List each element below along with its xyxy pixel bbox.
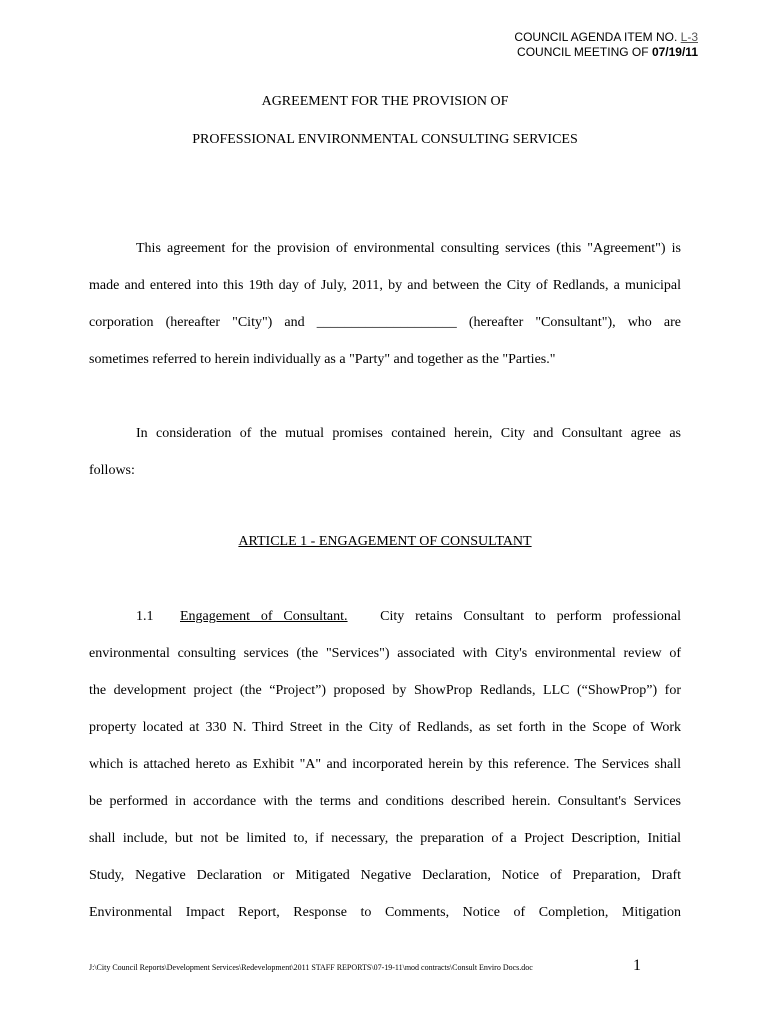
recital-line-1: This agreement for the provision of environmental consulting services (this "Agreement") is [136,241,681,256]
section-1-1-line-4: property located at 330 N. Third Street in the City of Redlands, as set forth in the Scope of Work [89,720,681,735]
section-line-1-text: City retains Consultant to perform professional [380,609,682,624]
section-title: Engagement of Consultant. [180,609,348,624]
title-line-1: AGREEMENT FOR THE PROVISION OF [261,94,509,109]
recital-paragraph [89,230,681,378]
consideration-line-2: follows: [89,463,135,478]
meeting-date-line [514,45,698,60]
section-1-1 [89,598,681,931]
section-1-1-line-2: environmental consulting services (the "Services") associated with City's environmental review of [89,646,681,661]
meeting-prefix: COUNCIL MEETING OF [517,45,652,59]
section-1-1-line-8: Study, Negative Declaration or Mitigated Negative Declaration, Notice of Preparation, Draft [89,868,681,883]
recital-line-2: made and entered into this 19th day of July, 2011, by and between the City of Redlands, a municipal [89,278,681,293]
section-1-1-line-6: be performed in accordance with the terms and conditions described herein. Consultant's Services [89,794,681,809]
agenda-item-prefix: COUNCIL AGENDA ITEM NO. [514,30,681,44]
section-1-1-line-1 [89,598,681,635]
page-number: 1 [633,957,641,974]
section-1-1-line-5: which is attached hereto as Exhibit "A" and incorporated herein by this reference. The Services shall [89,757,681,772]
recital-line-3: corporation (hereafter "City") and ____________________ (hereafter "Consultant"), who are [89,315,681,330]
footer-file-path: J:\City Council Reports\Development Services\Redevelopment\2011 STAFF REPORTS\07-19-11\mod contracts\Consult Enviro Docs.doc [89,963,533,972]
consideration-paragraph [89,415,681,489]
section-number: 1.1 [136,609,154,624]
agenda-item-number: L-3 [680,30,698,44]
section-1-1-line-7: shall include, but not be limited to, if necessary, the preparation of a Project Description, Initial [89,831,681,846]
consideration-line-1: In consideration of the mutual promises contained herein, City and Consultant agree as [136,426,681,441]
agenda-item-line [514,30,698,45]
agenda-header [514,30,698,60]
section-1-1-line-9: Environmental Impact Report, Response to Comments, Notice of Completion, Mitigation [89,905,681,920]
title-line-2: PROFESSIONAL ENVIRONMENTAL CONSULTING SERVICES [192,132,578,147]
section-1-1-line-3: the development project (the “Project”) proposed by ShowProp Redlands, LLC (“ShowProp”) for [89,683,681,698]
recital-line-4: sometimes referred to herein individually as a "Party" and together as the "Parties." [89,352,556,367]
meeting-date: 07/19/11 [651,45,698,59]
article-1-heading: ARTICLE 1 - ENGAGEMENT OF CONSULTANT [238,534,532,549]
